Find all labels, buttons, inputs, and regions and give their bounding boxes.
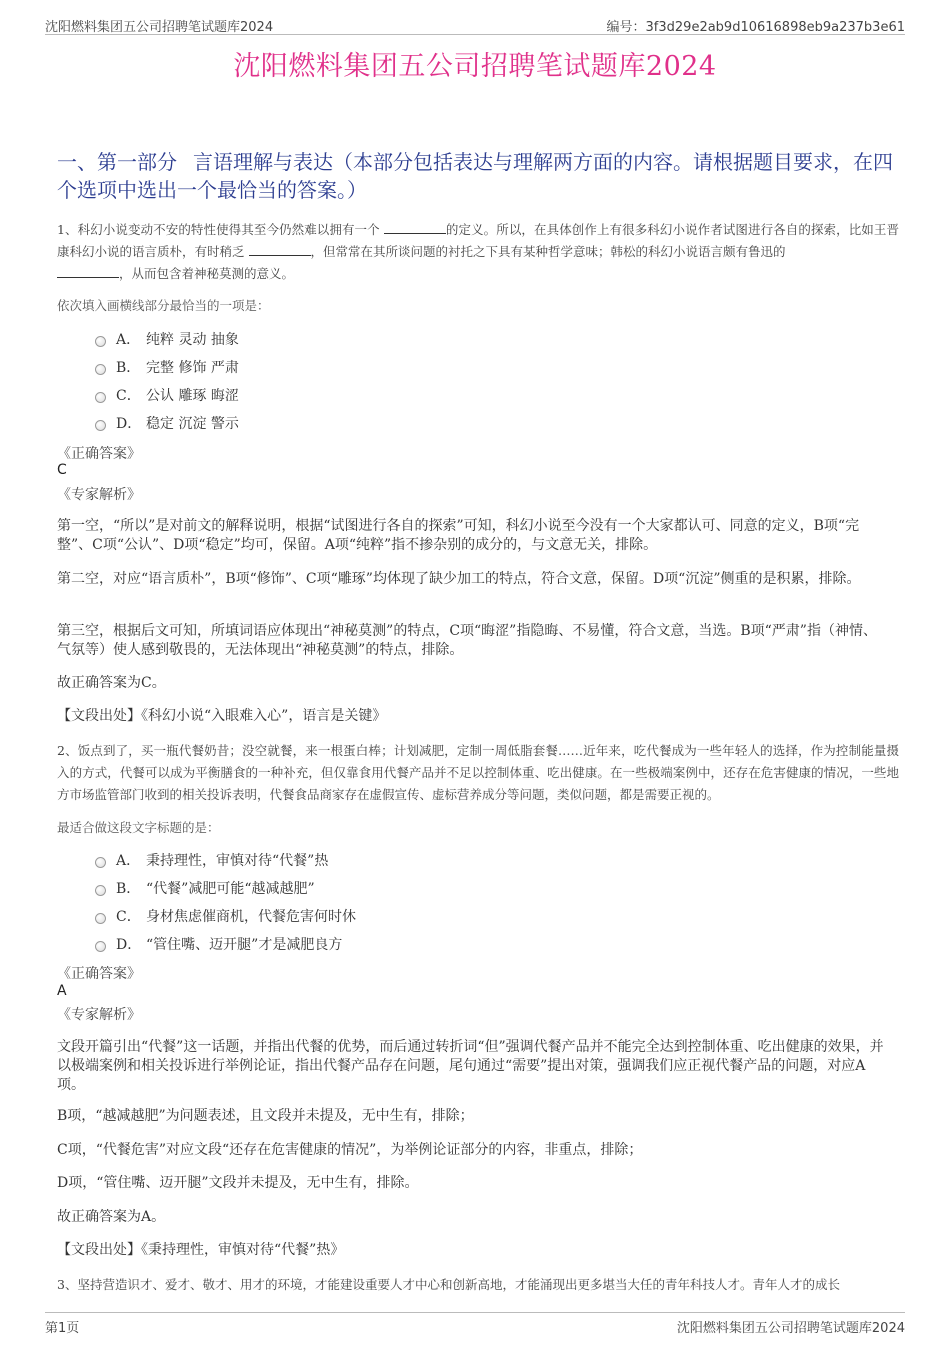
option-letter: D． [116, 937, 142, 953]
section-instructions: 言语理解与表达（本部分包括表达与理解两方面的内容。请根据题目要求，在四个选项中选出一个最恰当的答案。） [57, 150, 893, 202]
question-1-prompt: 依次填入画横线部分最恰当的一项是： [57, 298, 270, 313]
option-a[interactable] [95, 325, 239, 353]
radio-button-icon[interactable] [95, 392, 106, 403]
question-3-stem: 3、坚持营造识才、爱才、敬才、用才的环境，才能建设重要人才中心和创新高地，才能涌现出更多堪当大任的青年科技人才。青年人才的成长 [57, 1277, 840, 1292]
option-text: 公认 雕琢 晦涩 [146, 388, 239, 404]
page-title: 沈阳燃料集团五公司招聘笔试题库2024 [233, 51, 717, 82]
header-title: 沈阳燃料集团五公司招聘笔试题库2024 [45, 20, 274, 35]
option-c[interactable] [95, 381, 239, 409]
radio-button-icon[interactable] [95, 364, 106, 375]
analysis-paragraph: 文段开篇引出“代餐”这一话题，并指出代餐的优势，而后通过转折词“但”强调代餐产品并不能完全达到控制体重、吃出健康的效果，并以极端案例和相关投诉进行举例论证，指出代餐产品存在问题，尾句通过“需要”提出对策，强调我们应正视代餐产品的问题，对应A项。 [57, 1039, 884, 1093]
option-text: 完整 修饰 严肃 [146, 360, 239, 376]
analysis-paragraph: 第三空，根据后文可知，所填词语应体现出“神秘莫测”的特点，C项“晦涩”指隐晦、不易懂，符合文意，当选。B项“严肃”指（神情、气氛等）使人感到敬畏的，无法体现出“神秘莫测”的特点，排除。 [57, 623, 877, 658]
option-c[interactable] [95, 902, 356, 930]
page-number: 第1页 [45, 1321, 80, 1336]
analysis-conclusion: 故正确答案为C。 [57, 675, 166, 691]
question-1-stem [57, 219, 899, 285]
analysis-paragraph: B项，“越减越肥”为问题表述，且文段并未提及，无中生有，排除； [57, 1108, 474, 1124]
page-header [45, 14, 905, 35]
section-part: 一、第一部分 [57, 150, 177, 174]
answer-label: 《正确答案》 [57, 446, 141, 462]
option-text: 秉持理性，审慎对待“代餐”热 [146, 853, 329, 869]
fill-blank [249, 242, 311, 256]
analysis-label: 《专家解析》 [57, 1007, 141, 1023]
radio-button-icon[interactable] [95, 941, 106, 952]
option-text: “代餐”减肥可能“越减越肥” [146, 881, 315, 897]
radio-button-icon[interactable] [95, 913, 106, 924]
option-d[interactable] [95, 409, 239, 437]
fill-blank [384, 220, 446, 234]
option-b[interactable] [95, 353, 239, 381]
option-b[interactable] [95, 874, 356, 902]
question-2-options [95, 846, 356, 958]
radio-button-icon[interactable] [95, 885, 106, 896]
section-heading [57, 148, 897, 204]
answer-label: 《正确答案》 [57, 966, 141, 982]
radio-button-icon[interactable] [95, 857, 106, 868]
analysis-paragraph: 第一空，“所以”是对前文的解释说明，根据“试图进行各自的探索”可知，科幻小说至今没有一个大家都认可、同意的定义，B项“完整”、C项“公认”、D项“稳定”均可，保留。A项“纯粹”指不掺杂别的成分的，与文意无关，排除。 [57, 518, 860, 553]
analysis-paragraph: D项，“管住嘴、迈开腿”文段并未提及，无中生有，排除。 [57, 1175, 419, 1191]
option-letter: B． [116, 881, 141, 897]
option-a[interactable] [95, 846, 356, 874]
option-d[interactable] [95, 930, 356, 958]
question-1-stem-part: 的定义。所以，在具体创作上有很多科幻小说作者试图进行各自的探索，比如王晋康科幻小说的语言质朴，有时稍乏 [57, 222, 899, 259]
correct-answer: C [57, 462, 67, 478]
option-letter: A． [116, 853, 141, 869]
option-letter: C． [116, 909, 141, 925]
source-citation: 【文段出处】《秉持理性，审慎对待“代餐”热》 [57, 1242, 345, 1258]
radio-button-icon[interactable] [95, 336, 106, 347]
analysis-paragraph: C项，“代餐危害”对应文段“还存在危害健康的情况”，为举例论证部分的内容，非重点，排除； [57, 1142, 643, 1158]
source-citation: 【文段出处】《科幻小说“入眼难入心”，语言是关键》 [57, 708, 387, 724]
option-letter: D． [116, 416, 142, 432]
option-letter: A． [116, 332, 141, 348]
correct-answer: A [57, 983, 67, 999]
option-letter: C． [116, 388, 141, 404]
analysis-label: 《专家解析》 [57, 487, 141, 503]
document-id: 编号：3f3d29e2ab9d10616898eb9a237b3e61 [606, 20, 905, 35]
radio-button-icon[interactable] [95, 420, 106, 431]
option-text: 纯粹 灵动 抽象 [146, 332, 239, 348]
option-text: 稳定 沉淀 警示 [146, 416, 239, 432]
question-2-prompt: 最适合做这段文字标题的是： [57, 820, 220, 835]
question-1-stem-part: 1、科幻小说变动不安的特性使得其至今仍然难以拥有一个 [57, 222, 380, 237]
footer-title: 沈阳燃料集团五公司招聘笔试题库2024 [676, 1321, 905, 1336]
question-1-options [95, 325, 239, 437]
option-letter: B． [116, 360, 141, 376]
option-text: 身材焦虑催商机，代餐危害何时休 [146, 909, 356, 925]
question-1-stem-part: ，但常常在其所谈问题的衬托之下具有某种哲学意味；韩松的科幻小说语言颇有鲁迅的 [310, 244, 786, 259]
analysis-paragraph: 第二空，对应“语言质朴”，B项“修饰”、C项“雕琢”均体现了缺少加工的特点，符合文意，保留。D项“沉淀”侧重的是积累，排除。 [57, 571, 861, 587]
page-footer [45, 1312, 905, 1335]
question-2-stem: 2、饭点到了，买一瓶代餐奶昔；没空就餐，来一根蛋白棒；计划减肥，定制一周低脂套餐……近年来，吃代餐成为一些年轻人的选择，作为控制能量摄入的方式，代餐可以成为平衡膳食的一种补充，但仅靠食用代餐产品并不足以控制体重、吃出健康。在一些极端案例中，还存在危害健康的情况，一些地方市场监管部门收到的相关投诉表明，代餐食品商家存在虚假宣传、虚标营养成分等问题，类似问题，都是需要正视的。 [57, 743, 899, 802]
analysis-conclusion: 故正确答案为A。 [57, 1209, 166, 1225]
question-1-stem-part: ，从而包含着神秘莫测的意义。 [119, 266, 295, 281]
option-text: “管住嘴、迈开腿”才是减肥良方 [146, 937, 343, 953]
fill-blank [57, 264, 119, 278]
